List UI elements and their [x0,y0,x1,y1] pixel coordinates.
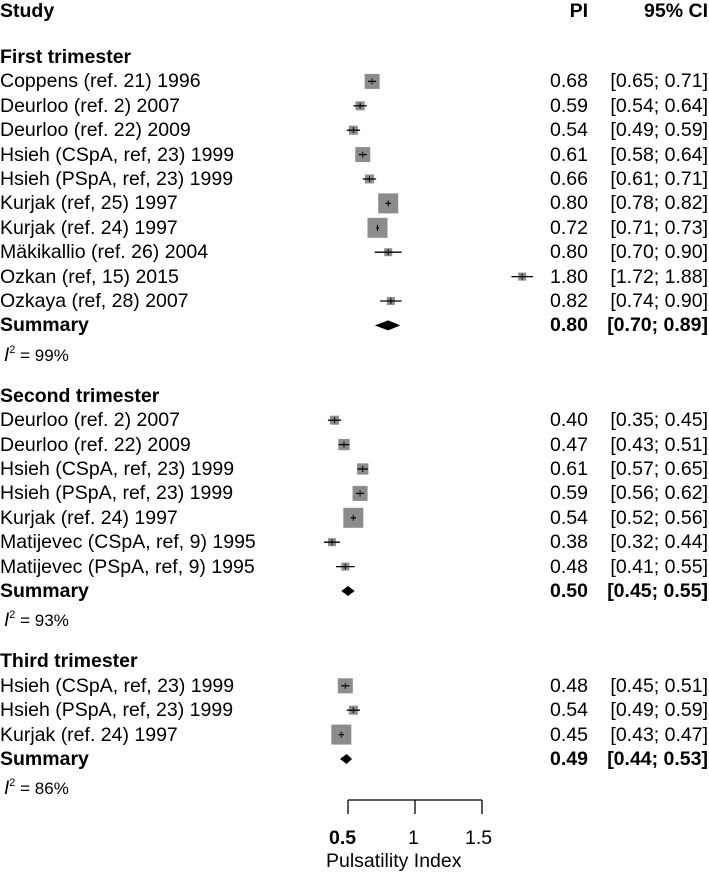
study-pi-value: 0.54 [550,119,588,142]
summary-pi-value: 0.49 [550,748,588,770]
study-label: Kurjak (ref. 24) 1997 [0,506,178,529]
study-label: Deurloo (ref. 2) 2007 [0,409,180,432]
i2-superscript: 2 [9,777,16,790]
group-title: First trimester [0,46,132,68]
study-ci-value: [0.54; 0.64] [610,94,708,117]
study-pi-value: 0.61 [550,458,588,480]
group-title: Second trimester [0,384,160,407]
i2-symbol: I [4,610,10,632]
study-pi-value: 0.38 [550,531,588,554]
summary-diamond [341,586,354,596]
study-pi-value: 0.61 [550,143,588,166]
i2-value: = 86% [15,779,69,799]
study-label: Hsieh (PSpA, ref, 23) 1999 [0,168,234,190]
summary-pi-value: 0.80 [550,314,588,337]
x-tick-label: 1 [408,827,419,849]
study-label: Coppens (ref. 21) 1996 [0,70,201,93]
summary-pi-value: 0.50 [550,580,588,602]
i2-symbol: I [4,778,10,800]
study-pi-value: 0.54 [550,506,588,529]
study-pi-value: 0.82 [550,290,588,312]
study-pi-value: 0.40 [550,409,588,432]
summary-label: Summary [0,580,89,602]
study-ci-value: [0.57; 0.65] [610,458,708,480]
study-label: Kurjak (ref. 24) 1997 [0,216,178,239]
study-ci-value: [0.32; 0.44] [610,531,708,554]
i2-value: = 93% [15,611,69,631]
summary-ci-value: [0.70; 0.89] [607,314,708,337]
summary-ci-value: [0.44; 0.53] [607,748,708,770]
study-pi-value: 0.68 [550,70,588,93]
study-label: Kurjak (ref. 24) 1997 [0,723,178,746]
study-label: Ozkan (ref, 15) 2015 [0,265,179,288]
i2-value: = 99% [15,345,69,365]
study-ci-value: [0.65; 0.71] [610,70,708,93]
study-pi-value: 0.66 [550,168,588,190]
study-pi-value: 0.80 [550,241,588,264]
study-ci-value: [0.49; 0.59] [610,699,708,722]
study-ci-value: [0.45; 0.51] [610,674,708,697]
header-pi: PI [569,0,588,22]
study-label: Hsieh (PSpA, ref, 23) 1999 [0,699,234,722]
study-pi-value: 0.54 [550,699,588,722]
summary-ci-value: [0.45; 0.55] [607,580,708,602]
study-pi-value: 0.47 [550,433,588,456]
study-pi-value: 1.80 [550,265,588,288]
study-label: Mäkikallio (ref. 26) 2004 [0,241,209,264]
study-ci-value: [0.41; 0.55] [610,555,708,578]
study-pi-value: 0.48 [550,555,588,578]
study-ci-value: [0.35; 0.45] [610,409,708,432]
header-ci: 95% CI [644,0,708,22]
study-ci-value: [0.49; 0.59] [610,119,708,142]
study-label: Ozkaya (ref, 28) 2007 [0,290,189,312]
study-pi-value: 0.72 [550,216,588,239]
study-label: Kurjak (ref, 25) 1997 [0,192,178,215]
i2-symbol: I [4,344,10,366]
x-axis-label: Pulsatility Index [326,850,462,872]
study-label: Matijevec (CSpA, ref, 9) 1995 [0,531,256,554]
study-pi-value: 0.59 [550,94,588,117]
i2-superscript: 2 [9,609,16,622]
study-label: Deurloo (ref. 22) 2009 [0,119,191,142]
study-label: Deurloo (ref. 2) 2007 [0,94,180,117]
study-ci-value: [0.61; 0.71] [610,168,708,190]
study-pi-value: 0.45 [550,723,588,746]
study-ci-value: [0.52; 0.56] [610,506,708,529]
study-label: Deurloo (ref. 22) 2009 [0,433,191,456]
study-ci-value: [0.43; 0.51] [610,433,708,456]
study-ci-value: [0.58; 0.64] [610,143,708,166]
study-ci-value: [0.74; 0.90] [610,290,708,312]
x-tick-label: 1.5 [465,827,493,849]
study-pi-value: 0.48 [550,674,588,697]
summary-label: Summary [0,748,89,770]
study-ci-value: [0.56; 0.62] [610,482,708,505]
study-label: Hsieh (PSpA, ref, 23) 1999 [0,482,234,505]
x-tick-label: 0.5 [329,827,357,849]
study-label: Hsieh (CSpA, ref, 23) 1999 [0,458,235,480]
study-ci-value: [0.70; 0.90] [610,241,708,264]
summary-diamond [375,320,400,330]
study-label: Hsieh (CSpA, ref, 23) 1999 [0,674,235,697]
study-ci-value: [0.78; 0.82] [610,192,708,215]
study-ci-value: [0.43; 0.47] [610,723,708,746]
study-ci-value: [0.71; 0.73] [610,216,708,239]
summary-diamond [340,754,352,764]
i2-superscript: 2 [9,343,16,356]
study-pi-value: 0.59 [550,482,588,505]
summary-label: Summary [0,314,89,337]
study-ci-value: [1.72; 1.88] [610,265,708,288]
study-label: Matijevec (PSpA, ref, 9) 1995 [0,555,255,578]
study-label: Hsieh (CSpA, ref, 23) 1999 [0,143,235,166]
header-study: Study [0,0,55,22]
study-pi-value: 0.80 [550,192,588,215]
group-title: Third trimester [0,650,138,673]
